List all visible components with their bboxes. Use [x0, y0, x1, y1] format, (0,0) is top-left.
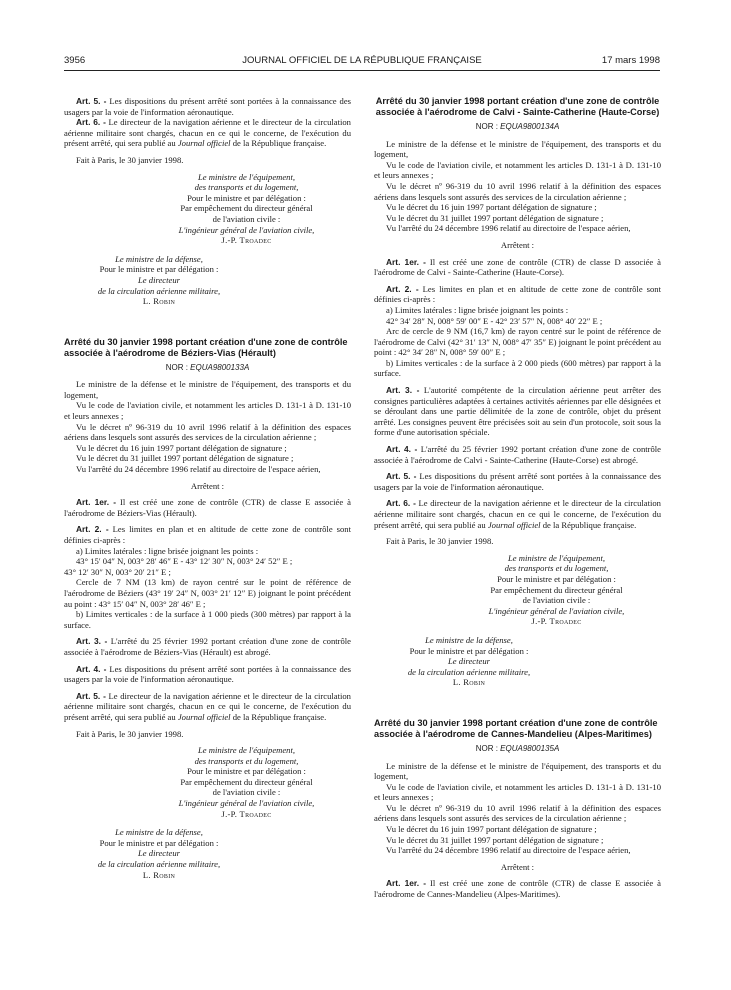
visa: Vu le décret du 31 juillet 1997 portant délégation de signature ; — [386, 834, 604, 845]
article-1: Art. 1er. - Il est créé une zone de contrôle (CTR) de classe E associée à l'aérodrome de Cannes-Mandelieu (Alpes-Maritimes). — [374, 878, 661, 900]
arrete-title-beziers: Arrêté du 30 janvier 1998 portant création d'une zone de contrôle associée à l'aérodrome de Béziers-Vias (Hérault) — [64, 336, 348, 358]
article-4: Art. 4. - Les dispositions du présent arrêté sont portées à la connaissance des usagers par la voie de l'information aéronautique. — [64, 663, 351, 685]
page-number: 3956 — [64, 55, 86, 66]
vertical-limits: b) Limites verticales : de la surface à 1 000 pieds (300 mètres) par rapport à la surface. — [64, 609, 351, 630]
lateral-limits: a) Limites latérales : ligne brisée joignant les points : — [76, 545, 259, 556]
article-2: Art. 2. - Les limites en plan et en altitude de cette zone de contrôle sont définies ci-après : — [64, 524, 351, 545]
article-1: Art. 1er. - Il est créé une zone de contrôle (CTR) de classe E associée à l'aérodrome de Béziers-Vias (Hérault). — [64, 497, 351, 518]
nor-reference: NOR : EQUA9800135A — [475, 743, 560, 753]
visa: Vu l'arrêté du 24 décembre 1996 relatif au directoire de l'espace aérien, — [76, 464, 321, 475]
preamble: Le ministre de la défense et le ministre de l'équipement, des transports et du logement, — [374, 760, 661, 782]
lateral-limits: a) Limites latérales : ligne brisée joignant les points : — [386, 304, 569, 315]
fait-a-paris: Fait à Paris, le 30 janvier 1998. — [386, 536, 494, 547]
coordinates: 43° 15′ 04″ N, 003° 28′ 46″ E - 43° 12′ 30″ N, 003° 24′ 52″ E ; — [76, 556, 293, 567]
circle-definition: Cercle de 7 NM (13 km) de rayon centré sur le point de référence de l'aérodrome de Béziers (43° 19′ 24″ N, 003° 21′ 12″ E) joignant le point précédent au point : 43° 15′ 04″ N, 003° 28′ 46″ E ; — [64, 577, 351, 609]
coordinates: 43° 12′ 30″ N, 003° 20′ 21″ E ; — [64, 566, 171, 577]
visa: Vu le code de l'aviation civile, et notamment les articles D. 131-1 à D. 131-10 et leurs annexes ; — [374, 781, 661, 803]
article-5: Art. 5. - Les dispositions du présent arrêté sont portées à la connaissance des usagers par la voie de l'information aéronautique. — [374, 471, 661, 492]
right-column — [374, 96, 661, 900]
signature-equipement: Le ministre de l'équipement, des transports et du logement, Pour le ministre et par délégation : Par empêchement du directeur général de l'aviation civile : L'ingénieur général de l'aviation civile, J.-P. Troadec — [178, 745, 315, 819]
issue-date: 17 mars 1998 — [601, 55, 660, 66]
article-2: Art. 2. - Les limites en plan et en altitude de cette zone de contrôle sont définies ci-après : — [374, 283, 661, 305]
article-5: Art. 5. - Le directeur de la navigation aérienne et le directeur de la circulation aérienne militaire sont chargés, chacun en ce qui le concerne, de l'exécution du présent arrêté, qui sera publié au Journal officiel de la République française. — [64, 690, 351, 722]
visa: Vu le décret du 16 juin 1997 portant délégation de signature ; — [76, 442, 287, 453]
arrete-title-cannes: Arrêté du 30 janvier 1998 portant création d'une zone de contrôle associée à l'aérodrome de Cannes-Mandelieu (Alpes-Maritimes) — [374, 717, 658, 739]
visa: Vu le décret du 16 juin 1997 portant délégation de signature ; — [386, 202, 597, 213]
nor-reference: NOR : EQUA9800134A — [475, 122, 560, 131]
signature-defense: Le ministre de la défense, Pour le ministre et par délégation : Le directeur de la circulation aérienne militaire, L. Robin — [407, 634, 531, 688]
signature-defense: Le ministre de la défense, Pour le ministre et par délégation : Le directeur de la circulation aérienne militaire, L. Robin — [97, 253, 221, 307]
article-1: Art. 1er. - Il est créé une zone de contrôle (CTR) de classe D associée à l'aérodrome de Calvi - Sainte-Catherine (Haute-Corse). — [374, 256, 661, 278]
nor-reference: NOR : EQUA9800133A — [165, 362, 250, 372]
preamble: Le ministre de la défense et le ministre de l'équipement, des transports et du logement, — [64, 379, 351, 400]
journal-title: JOURNAL OFFICIEL DE LA RÉPUBLIQUE FRANÇAISE — [242, 55, 482, 66]
signature-equipement: Le ministre de l'équipement, des transports et du logement, Pour le ministre et par délégation : Par empêchement du directeur général de l'aviation civile : L'ingénieur général de l'aviation civile, J.-P. Troadec — [488, 552, 625, 627]
visa: Vu le décret du 31 juillet 1997 portant délégation de signature ; — [386, 212, 604, 223]
arc-definition: Arc de cercle de 9 NM (16,7 km) de rayon centré sur le point de référence de l'aérodrome de Calvi (42° 31′ 13″ N, 008° 47′ 35″ E) joignant le point précédent au point : 42° 34′ 28″ N, 008° 59′ 00″ E ; — [374, 326, 661, 358]
article-4: Art. 4. - L'arrêté du 25 février 1992 portant création d'une zone de contrôle associée à l'aérodrome de Calvi - Sainte-Catherine (Haute-Corse) est abrogé. — [374, 444, 661, 465]
visa: Vu l'arrêté du 24 décembre 1996 relatif au directoire de l'espace aérien, — [386, 223, 631, 234]
page-header — [64, 55, 660, 69]
visa: Vu le décret du 16 juin 1997 portant délégation de signature ; — [386, 824, 597, 835]
visa: Vu le décret du 31 juillet 1997 portant délégation de signature ; — [76, 453, 294, 464]
visa: Vu le code de l'aviation civile, et notamment les articles D. 131-1 à D. 131-10 et leurs annexes ; — [64, 400, 351, 422]
visa: Vu le décret nº 96-319 du 10 avril 1996 relatif à la définition des espaces aériens dans lesquels sont assurés des services de la circulation aérienne ; — [374, 802, 661, 824]
coordinates: 42° 34′ 28″ N, 008° 59′ 00″ E - 42° 23′ 57″ N, 008° 40′ 22″ E ; — [386, 315, 603, 326]
article-6: Art. 6. - Le directeur de la navigation aérienne et le directeur de la circulation aérienne militaire sont chargés, chacun en ce qui le concerne, de l'exécution du présent arrêté, qui sera publié au Journal officiel de la République française. — [374, 498, 661, 530]
article-5: Art. 5. - Les dispositions du présent arrêté sont portées à la connaissance des usagers par la voie de l'information aéronautique. — [64, 96, 351, 117]
article-3: Art. 3. - L'arrêté du 25 février 1992 portant création d'une zone de contrôle associée à l'aérodrome de Béziers-Vias (Hérault) est abrogé. — [64, 636, 351, 657]
visa: Vu le décret nº 96-319 du 10 avril 1996 relatif à la définition des espaces aériens dans lesquels sont assurés des services de la circulation aérienne ; — [64, 421, 351, 443]
header-rule — [64, 70, 660, 71]
arrete-title-calvi: Arrêté du 30 janvier 1998 portant création d'une zone de contrôle associée à l'aérodrome de Calvi - Sainte-Catherine (Haute-Corse) — [375, 96, 660, 117]
preamble: Le ministre de la défense et le ministre de l'équipement, des transports et du logement, — [374, 138, 661, 160]
article-3: Art. 3. - L'autorité compétente de la circulation aérienne peut arrêter des consignes particulières adaptées à certaines activités aériennes par elle désignées et se déroulant dans une partie délimitée de la zone de contrôle, objet du présent arrêté. Les consignes peuvent être précisées soit au sein d'un protocole, soit sous la forme d'une autorisation spéciale. — [374, 385, 661, 438]
visa: Vu le décret nº 96-319 du 10 avril 1996 relatif à la définition des espaces aériens dans lesquels sont assurés des services de la circulation aérienne ; — [374, 180, 661, 202]
visa: Vu l'arrêté du 24 décembre 1996 relatif au directoire de l'espace aérien, — [386, 845, 631, 856]
fait-a-paris: Fait à Paris, le 30 janvier 1998. — [76, 154, 184, 165]
article-6: Art. 6. - Le directeur de la navigation aérienne et le directeur de la circulation aérienne militaire sont chargés, chacun en ce qui le concerne, de l'exécution du présent arrêté, qui sera publié au Journal officiel de la République française. — [64, 117, 351, 149]
arretent: Arrêtent : — [500, 239, 535, 250]
visa: Vu le code de l'aviation civile, et notamment les articles D. 131-1 à D. 131-10 et leurs annexes ; — [374, 159, 661, 181]
left-column — [64, 96, 351, 880]
arretent: Arrêtent : — [190, 480, 225, 491]
signature-defense: Le ministre de la défense, Pour le ministre et par délégation : Le directeur de la circulation aérienne militaire, L. Robin — [97, 827, 221, 880]
arretent: Arrêtent : — [500, 861, 535, 872]
signature-equipement: Le ministre de l'équipement, des transports et du logement, Pour le ministre et par délégation : Par empêchement du directeur général de l'aviation civile : L'ingénieur général de l'aviation civile, J.-P. Troadec — [178, 171, 315, 246]
fait-a-paris: Fait à Paris, le 30 janvier 1998. — [76, 728, 184, 739]
vertical-limits: b) Limites verticales : de la surface à 2 000 pieds (600 mètres) par rapport à la surface. — [374, 357, 661, 379]
